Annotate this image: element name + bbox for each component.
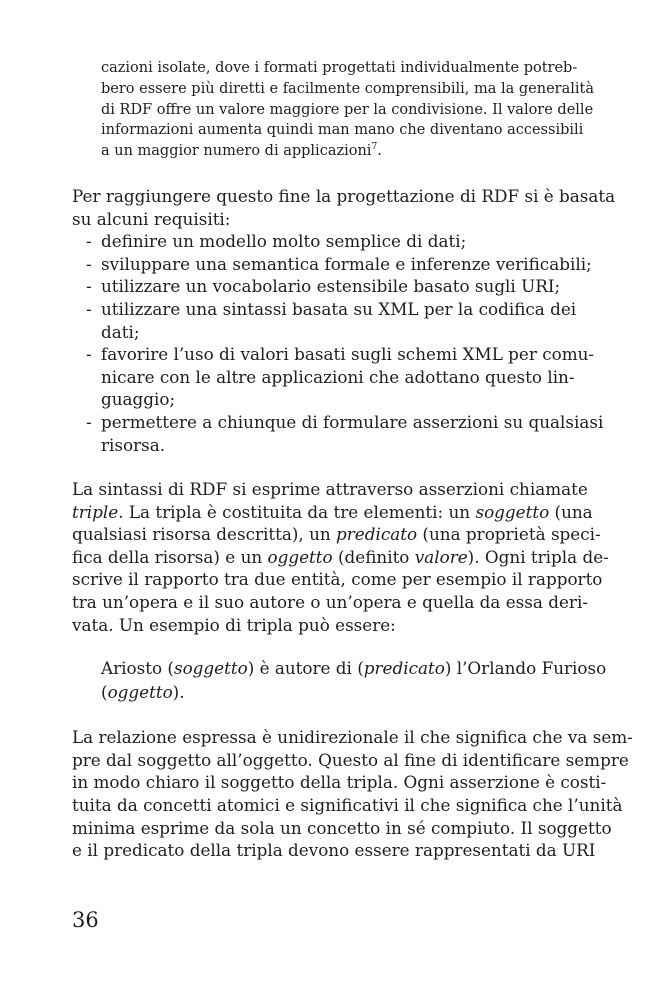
example-line: Ariosto (soggetto) è autore di (predicato) l’Orlando Furioso (101, 658, 607, 679)
list-dash: - (86, 276, 92, 297)
text-line: La relazione espressa è unidirezionale il che significa che va sem- (72, 727, 633, 748)
text-line: vata. Un esempio di tripla può essere: (72, 614, 396, 635)
list-dash: - (86, 253, 92, 274)
text-line: tra un’opera e il suo autore o un’opera e quella da essa deri- (72, 592, 588, 613)
list-item: - favorire l’uso di valori basati sugli schemi XML per comu- nicare con le altre applicazioni che adottano questo lin- guaggio; (86, 344, 595, 410)
page-body (72, 58, 633, 862)
quote-line: cazioni isolate, dove i formati progettati individualmente potreb- (101, 60, 578, 76)
list-dash: - (86, 411, 92, 432)
list-dash: - (86, 298, 92, 319)
quote-line: di RDF offre un valore maggiore per la condivisione. Il valore delle (101, 101, 594, 118)
list-dash: - (86, 344, 92, 365)
text-line: fica della risorsa) e un oggetto (definito valore). Ogni tripla de- (72, 546, 609, 567)
paragraph-requirements-intro (72, 185, 616, 456)
triple-example (101, 656, 607, 704)
paragraph-triple-syntax (72, 478, 609, 636)
footnote-reference: 7 (371, 142, 378, 153)
text-line: minima esprime da sola un concetto in sé compiuto. Il soggetto (72, 817, 612, 838)
quote-line: informazioni aumenta quindi man mano che diventano accessibili (101, 122, 584, 139)
example-line: (oggetto). (101, 682, 185, 703)
text-line: La sintassi di RDF si esprime attraverso asserzioni chiamate (72, 479, 588, 500)
text-line: in modo chiaro il soggetto della tripla. Ogni asserzione è costi- (72, 772, 607, 793)
list-item: - permettere a chiunque di formulare asserzioni su qualsiasi risorsa. (86, 411, 604, 455)
text-line: pre dal soggetto all’oggetto. Questo al fine di identificare sempre (72, 749, 629, 770)
list-item: - utilizzare un vocabolario estensibile basato sugli URI; (86, 276, 561, 297)
list-item: - definire un modello molto semplice di dati; (86, 231, 467, 252)
block-quote (101, 58, 595, 162)
page-number: 36 (72, 908, 99, 932)
text-line: scrive il rapporto tra due entità, come per esempio il rapporto (72, 569, 603, 590)
text-line: su alcuni requisiti: (72, 208, 231, 229)
list-item: - sviluppare una semantica formale e inferenze verificabili; (86, 253, 592, 274)
text-line: qualsiasi risorsa descritta), un predicato (una proprietà speci- (72, 524, 601, 545)
list-item: - utilizzare una sintassi basata su XML per la codifica dei dati; (86, 298, 577, 342)
quote-line: bero essere più diretti e facilmente comprensibili, ma la generalità (101, 80, 595, 97)
paragraph-relation (72, 726, 633, 862)
list-dash: - (86, 231, 92, 252)
quote-line-last: a un maggior numero di applicazioni$^7$. (101, 142, 382, 160)
text-line: e il predicato della tripla devono essere rappresentati da URI (72, 840, 596, 861)
requirements-list (72, 230, 604, 456)
text-line: tuita da concetti atomici e significativi il che significa che l’unità (72, 795, 623, 816)
text-line: triple. La tripla è costituita da tre elementi: un soggetto (una (72, 501, 593, 522)
text-line: Per raggiungere questo fine la progettazione di RDF si è basata (72, 185, 616, 206)
